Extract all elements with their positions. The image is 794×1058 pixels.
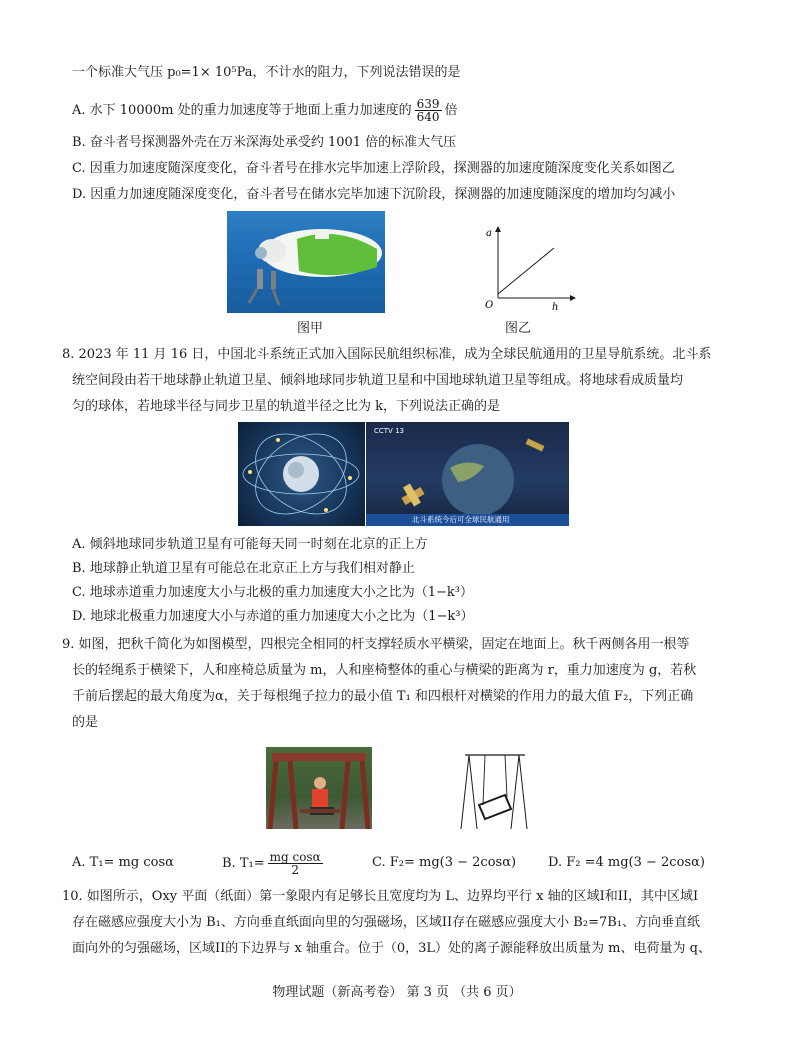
q8-option-c: C. 地球赤道重力加速度大小与北极的重力加速度大小之比为（1−k³） — [72, 585, 474, 600]
q7-option-a-suffix: 倍 — [444, 102, 458, 118]
q9-stem-line-3: 千前后摆起的最大角度为α，关于每根绳子拉力的最小值 T₁ 和四根杆对横梁的作用力的最大值 F₂，下列正确 — [72, 689, 694, 704]
q9-option-b-text: B. T₁= — [222, 855, 265, 871]
q7-option-a — [72, 92, 458, 128]
q7-option-a-text: A. 水下 10000m 处的重力加速度等于地面上重力加速度的 — [72, 102, 412, 118]
q9-option-d: D. F₂ =4 mg(3 − 2cosα) — [548, 855, 705, 870]
swing-seat — [479, 795, 511, 819]
q9-option-c: C. F₂= mg(3 − 2cosα) — [372, 855, 517, 870]
q9-option-b-denominator: 2 — [291, 862, 299, 877]
graph-y-arrow — [495, 226, 501, 232]
q9-option-b-numerator: mg cosα — [269, 849, 321, 864]
q7-option-c: C. 因重力加速度随深度变化，奋斗者号在排水完毕加速上浮阶段，探测器的加速度随深度变化关系如图乙 — [72, 161, 675, 176]
q8-stem-line-1: 8. 2023 年 11 月 16 日，中国北斗系统正式加入国际民航组织标准，成为全球民航通用的卫星导航系统。北斗系 — [62, 347, 712, 362]
q10-stem-line-2: 存在磁感应强度大小为 B₁、方向垂直纸面向里的匀强磁场，区域II存在磁感应强度大小 B₂=7B₁、方向垂直纸 — [72, 915, 700, 930]
q9-option-a: A. T₁= mg cosα — [72, 855, 174, 870]
constellation-illustration — [238, 422, 365, 526]
swing-photo — [266, 747, 372, 829]
swing-left-pole-1 — [461, 755, 469, 829]
q9-option-b — [222, 843, 326, 883]
q10-stem-line-1: 10. 如图所示，Oxy 平面（纸面）第一象限内有足够长且宽度均为 L、边界均平行 x 轴的区域I和II，其中区域I — [62, 889, 699, 904]
page-footer: 物理试题（新高考卷） 第 3 页 （共 6 页） — [272, 985, 522, 1000]
q9-stem-line-2: 长的轻绳系于横梁下，人和座椅总质量为 m，人和座椅整体的重心与横梁的距离为 r，重力加速度为 g，若秋 — [72, 663, 697, 678]
submersible-illustration — [227, 211, 385, 313]
graph-origin-label: O — [485, 300, 494, 311]
news-banner: 北斗系统今后可全球民航通用 — [366, 514, 569, 526]
q9-stem-line-1: 9. 如图，把秋千简化为如图模型，四根完全相同的杆支撑轻质水平横梁，固定在地面上。秋千两侧各用一根等 — [62, 637, 690, 652]
submersible-photo — [227, 211, 385, 313]
graph-y-label: a — [486, 228, 492, 239]
cctv-news-photo — [366, 422, 569, 526]
acceleration-depth-graph — [478, 222, 578, 314]
graph-line — [498, 248, 554, 294]
figure-1-caption: 图甲 — [296, 321, 323, 336]
swing-right-pole-1 — [511, 755, 519, 829]
q8-option-b: B. 地球静止轨道卫星有可能总在北京正上方与我们相对静止 — [72, 561, 415, 576]
swing-model-diagram — [455, 747, 535, 831]
beidou-constellation-photo — [238, 422, 365, 526]
graph-x-arrow — [570, 295, 576, 301]
q8-option-d: D. 地球北极重力加速度大小与赤道的重力加速度大小之比为（1−k³） — [72, 609, 474, 624]
q9-stem-line-4: 的是 — [72, 715, 99, 730]
q8-stem-line-3: 匀的球体，若地球半径与同步卫星的轨道半径之比为 k，下列说法正确的是 — [72, 399, 501, 414]
figure-2-caption: 图乙 — [504, 321, 531, 336]
swing-left-pole-2 — [469, 755, 477, 829]
news-illustration — [366, 422, 569, 526]
q7-option-a-denominator: 640 — [416, 109, 440, 124]
q10-stem-line-3: 面向外的匀强磁场，区域II的下边界与 x 轴重合。位于（0，3L）处的离子源能释放出质量为 m、电荷量为 q、 — [72, 941, 711, 956]
q9-option-b-fraction — [268, 851, 323, 876]
q7-option-d: D. 因重力加速度随深度变化，奋斗者号在储水完毕加速下沉阶段，探测器的加速度随深度的增加均匀减小 — [72, 187, 676, 202]
q8-option-a: A. 倾斜地球同步轨道卫星有可能每天同一时刻在北京的正上方 — [72, 537, 428, 552]
swing-right-pole-2 — [519, 755, 527, 829]
swing-rope-left — [483, 755, 485, 805]
q7-option-a-fraction — [415, 98, 442, 123]
swing-photo-illustration — [266, 747, 372, 829]
q7-option-a-numerator: 639 — [416, 96, 440, 111]
q7-intro: 一个标准大气压 p₀=1× 10⁵Pa，不计水的阻力，下列说法错误的是 — [72, 65, 461, 80]
cctv-channel-logo: CCTV 13 — [374, 427, 404, 435]
swing-rope-right — [505, 755, 507, 797]
q8-stem-line-2: 统空间段由若干地球静止轨道卫星、倾斜地球同步轨道卫星和中国地球轨道卫星等组成。将地球看成质量均 — [72, 373, 684, 388]
q7-option-b: B. 奋斗者号探测器外壳在万米深海处承受约 1001 倍的标准大气压 — [72, 135, 457, 150]
graph-x-label: h — [552, 302, 559, 313]
